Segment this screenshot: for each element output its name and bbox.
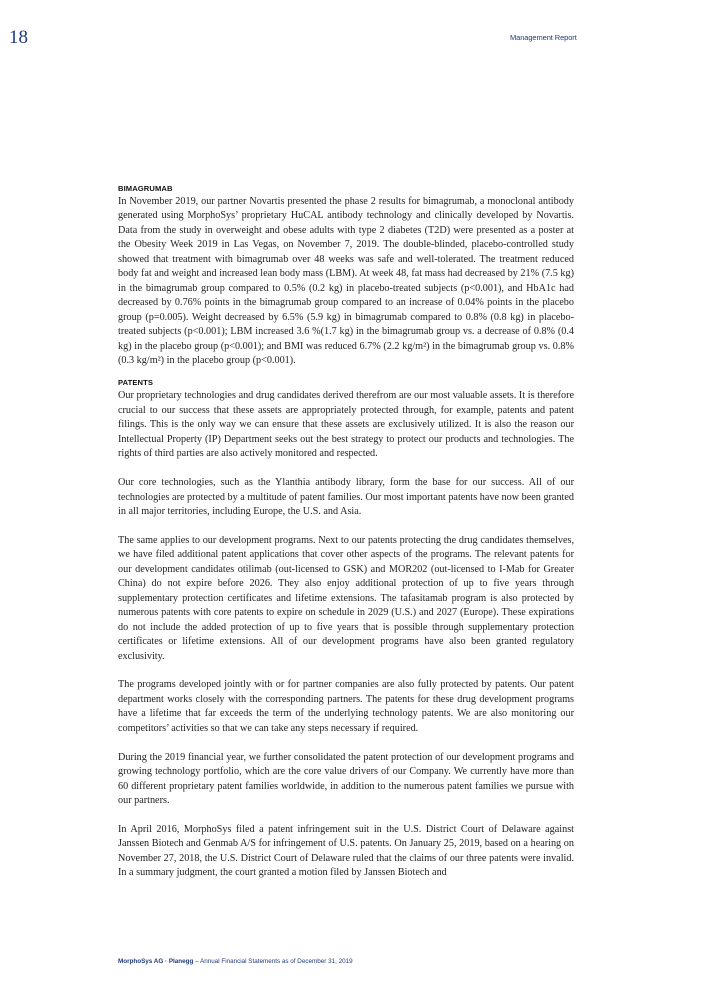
paragraph: The same applies to our development programs. Next to our patents protecting the drug candidates themselves, we have filed additional patent applications that cover other aspects of the programs. The relevant patents for our development candidates otilimab (out-licensed to GSK) and MOR202 (out-licensed to I-Mab for Greater China) do not expire before 2026. They also enjoy additional protection of up to five years through supplementary protection certificates and lifetime extensions. The tafasitamab program is also protected by numerous patents with core patents to expire on schedule in 2029 (U.S.) and 2027 (Europe). These expirations do not include the added protection of up to five years that is possible through supplementary protection certificates or lifetime extensions. All of our development programs have also been granted regulatory exclusivity.	[118, 534, 574, 662]
footer-document: Annual Financial Statements as of December 31, 2019	[200, 958, 353, 965]
section-patents	[118, 378, 574, 880]
paragraph: Our proprietary technologies and drug candidates derived therefrom are our most valuable assets. It is therefore crucial to our success that these assets are appropriately protected through, for example, patents and patent filings. This is the only way we can ensure that these assets are exclusively utilized. It is also the reason our Intellectual Property (IP) Department seeks out the best strategy to protect our products and technologies. The rights of third parties are also actively monitored and respected.	[118, 390, 574, 460]
footer-separator: –	[193, 958, 200, 965]
paragraph: Our core technologies, such as the Ylanthia antibody library, form the base for our success. All of our technologies are protected by a multitude of patent families. Our most important patents have now been granted in all major territories, including Europe, the U.S. and Asia.	[118, 477, 574, 518]
page-footer	[118, 958, 353, 965]
paragraph: The programs developed jointly with or for partner companies are also fully protected by patents. Our patent department works closely with the corresponding partners. The patents for these drug development programs have a lifetime that far exceeds the term of the underlying technology patents. We are also monitoring our competitors’ activities so that we can take any steps necessary if required.	[118, 679, 574, 734]
page-number: 18	[9, 27, 28, 48]
section-heading: PATENTS	[118, 378, 154, 388]
section-heading: BIMAGRUMAB	[118, 184, 173, 193]
paragraph: In April 2016, MorphoSys filed a patent infringement suit in the U.S. District Court of Delaware against Janssen Biotech and Genmab A/S for infringement of U.S. patents. On January 25, 2019, based on a hearing on November 27, 2018, the U.S. District Court of Delaware ruled that the claims of our three patents were invalid. In a summary judgment, the court granted a motion filed by Janssen Biotech and	[118, 823, 574, 879]
footer-company: MorphoSys AG · Planegg	[118, 958, 194, 965]
paragraph: During the 2019 financial year, we further consolidated the patent protection of our development programs and growing technology portfolio, which are the core value drivers of our Company. We currently have more than 60 different proprietary patent families worldwide, in addition to the numerous patent families we pursue with our partners.	[118, 751, 574, 807]
paragraph: In November 2019, our partner Novartis presented the phase 2 results for bimagrumab, a monoclonal antibody generated using MorphoSys’ proprietary HuCAL antibody technology and clinically developed by Novartis. Data from the study in overweight and obese adults with type 2 diabetes (T2D) were presented as a poster at the Obesity Week 2019 in Las Vegas, on November 7, 2019. The double-blinded, placebo-controlled study showed that treatment with bimagrumab over 48 weeks was safe and well-tolerated. The treatment reduced body fat and weight and increased lean body mass (LBM). At week 48, fat mass had decreased by 21% (7.5 kg) in the bimagrumab group compared to 0.5% (0.2 kg) in placebo-treated subjects (p<0.001), and HbA1c had decreased by 0.76% points in the bimagrumab group compared to an increase of 0.04% points in the placebo group (p=0.005). Weight decreased by 6.5% (5.9 kg) in bimagrumab compared to 0.8% (0.8 kg) in placebo-treated subjects (p<0.001); LBM increased 3.6 %(1.7 kg) in the bimagrumab group vs. a decrease of 0.8% (0.4 kg) in the placebo group (p<0.001); and BMI was reduced 6.7% (2.2 kg/m²) in the bimagrumab group vs. 0.8% (0.3 kg/m²) in the placebo group (p<0.001).	[118, 196, 574, 366]
section-bimagrumab	[118, 184, 574, 368]
running-header: Management Report	[510, 33, 577, 42]
page-content	[118, 184, 574, 881]
